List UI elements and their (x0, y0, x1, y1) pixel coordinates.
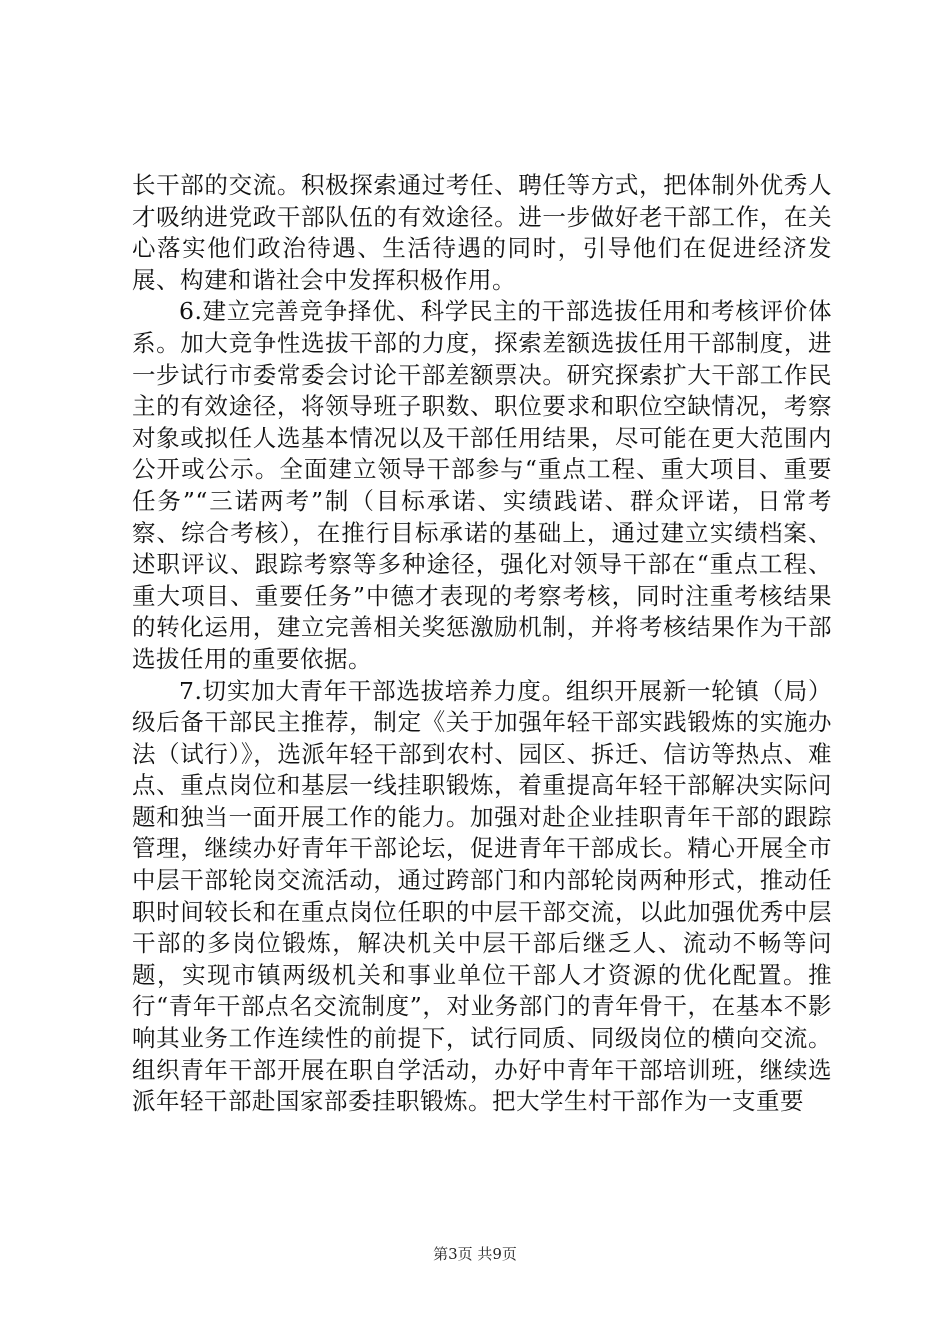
paragraph-item-6: 6.建立完善竞争择优、科学民主的干部选拔任用和考核评价体系。加大竞争性选拔干部的力度，探索差额选拔任用干部制度，进一步试行市委常委会讨论干部差额票决。研究探索扩大干部工作民主的有效途径，将领导班子职数、职位要求和职位空缺情况，考察对象或拟任人选基本情况以及干部任用结果，尽可能在更大范围内公开或公示。全面建立领导干部参与“重点工程、重大项目、重要任务”“三诺两考”制（目标承诺、实绩践诺、群众评诺，日常考察、综合考核），在推行目标承诺的基础上，通过建立实绩档案、述职评议、跟踪考察等多种途径，强化对领导干部在“重点工程、重大项目、重要任务”中德才表现的考察考核，同时注重考核结果的转化运用，建立完善相关奖惩激励机制，并将考核结果作为干部选拔任用的重要依据。 (132, 297, 832, 673)
paragraph-continuation: 长干部的交流。积极探索通过考任、聘任等方式，把体制外优秀人才吸纳进党政干部队伍的有效途径。进一步做好老干部工作，在关心落实他们政治待遇、生活待遇的同时，引导他们在促进经济发展、构建和谐社会中发挥积极作用。 (132, 171, 832, 294)
body-text (132, 170, 832, 1118)
paragraph-item-7: 7.切实加大青年干部选拔培养力度。组织开展新一轮镇（局）级后备干部民主推荐，制定《关于加强年轻干部实践锻炼的实施办法（试行）》，选派年轻干部到农村、园区、拆迁、信访等热点、难点、重点岗位和基层一线挂职锻炼，着重提高年轻干部解决实际问题和独当一面开展工作的能力。加强对赴企业挂职青年干部的跟踪管理，继续办好青年干部论坛，促进青年干部成长。精心开展全市中层干部轮岗交流活动，通过跨部门和内部轮岗两种形式，推动任职时间较长和在重点岗位任职的中层干部交流，以此加强优秀中层干部的多岗位锻炼，解决机关中层干部后继乏人、流动不畅等问题，实现市镇两级机关和事业单位干部人才资源的优化配置。推行“青年干部点名交流制度”，对业务部门的青年骨干，在基本不影响其业务工作连续性的前提下，试行同质、同级岗位的横向交流。组织青年干部开展在职自学活动，办好中青年干部培训班，继续选派年轻干部赴国家部委挂职锻炼。把大学生村干部作为一支重要 (132, 676, 832, 1116)
page-footer: 第3页 共9页 (433, 1245, 517, 1263)
